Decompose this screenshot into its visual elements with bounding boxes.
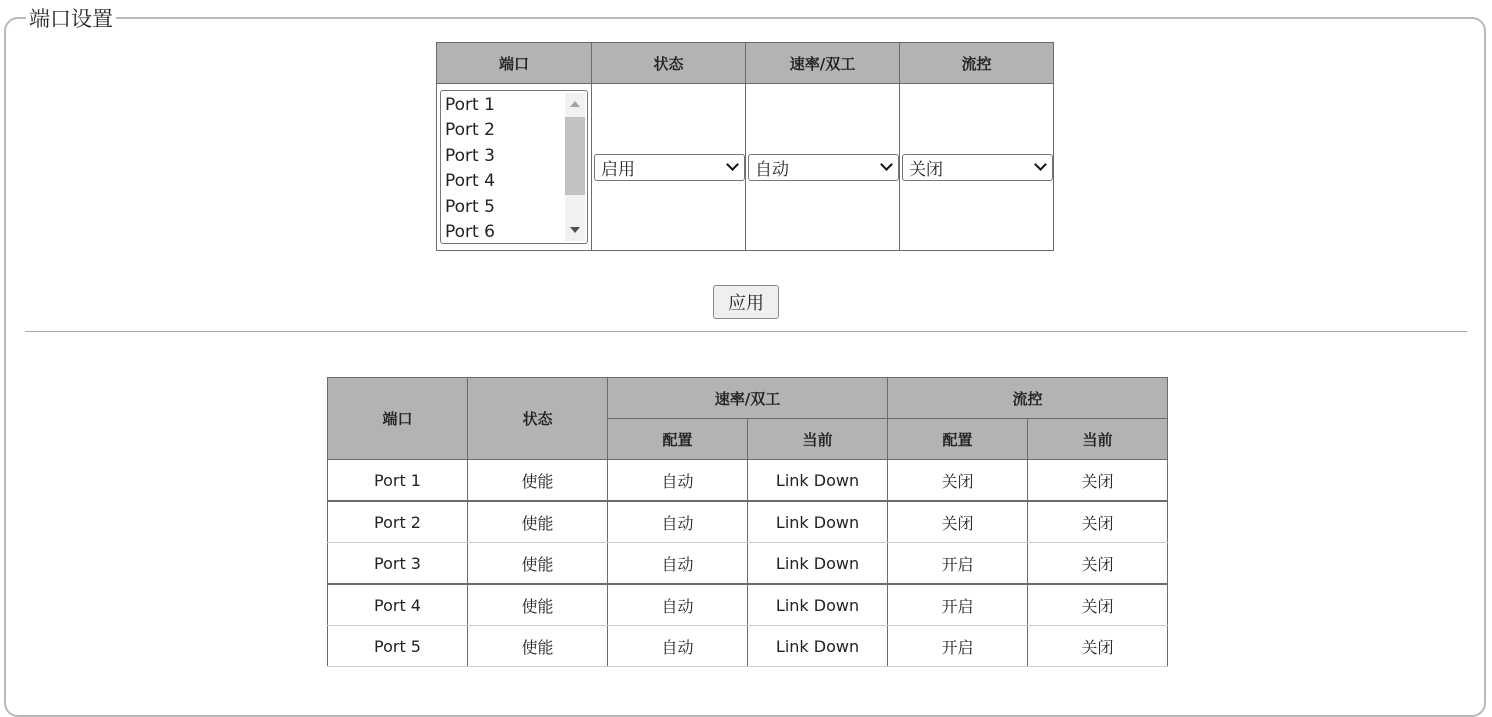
config-header-speed: 速率/双工 (746, 43, 900, 84)
cell-speed-current: Link Down (748, 584, 888, 626)
port-option[interactable]: Port 6 (445, 222, 495, 243)
port-option[interactable]: Port 3 (445, 145, 495, 166)
cell-state: 使能 (468, 460, 608, 502)
cell-state: 使能 (468, 501, 608, 543)
port-option[interactable]: Port 5 (445, 196, 495, 217)
port-listbox[interactable] (440, 90, 588, 244)
config-header-port: 端口 (437, 43, 592, 84)
status-subheader-flow-config: 配置 (888, 419, 1028, 460)
table-row (328, 543, 1168, 585)
scroll-down-arrow-icon[interactable] (570, 227, 580, 233)
flow-select-value: 关闭 (909, 159, 943, 180)
fieldset-legend: 端口设置 (26, 6, 116, 32)
cell-flow-current: 关闭 (1028, 584, 1168, 626)
table-row (328, 501, 1168, 543)
status-header-state: 状态 (468, 378, 608, 460)
listbox-scrollbar[interactable] (565, 93, 585, 241)
chevron-down-icon (880, 158, 893, 171)
scrollbar-thumb[interactable] (565, 117, 585, 195)
status-header-flow: 流控 (888, 378, 1168, 419)
config-state-cell (592, 84, 746, 251)
table-row (328, 460, 1168, 502)
cell-speed-config: 自动 (608, 460, 748, 502)
config-header-flow: 流控 (900, 43, 1054, 84)
table-row (328, 626, 1168, 667)
port-option[interactable]: Port 2 (445, 120, 495, 141)
status-subheader-speed-current: 当前 (748, 419, 888, 460)
cell-speed-config: 自动 (608, 543, 748, 585)
apply-button[interactable]: 应用 (713, 285, 779, 319)
cell-state: 使能 (468, 543, 608, 585)
port-status-table (327, 377, 1168, 667)
cell-flow-current: 关闭 (1028, 460, 1168, 502)
cell-port: Port 1 (328, 460, 468, 502)
cell-flow-config: 开启 (888, 543, 1028, 585)
port-config-table (436, 42, 1054, 251)
cell-speed-config: 自动 (608, 584, 748, 626)
speed-select-value: 自动 (755, 159, 789, 180)
speed-duplex-select[interactable] (748, 154, 899, 181)
cell-flow-config: 关闭 (888, 460, 1028, 502)
cell-speed-current: Link Down (748, 501, 888, 543)
status-header-port: 端口 (328, 378, 468, 460)
port-option[interactable]: Port 1 (445, 95, 495, 115)
chevron-down-icon (1034, 158, 1047, 171)
cell-flow-current: 关闭 (1028, 501, 1168, 543)
config-port-cell (437, 84, 592, 251)
cell-state: 使能 (468, 626, 608, 667)
status-subheader-speed-config: 配置 (608, 419, 748, 460)
state-select[interactable] (594, 154, 745, 181)
cell-state: 使能 (468, 584, 608, 626)
state-select-value: 启用 (601, 159, 635, 180)
cell-speed-config: 自动 (608, 501, 748, 543)
cell-flow-current: 关闭 (1028, 626, 1168, 667)
status-header-speed: 速率/双工 (608, 378, 888, 419)
config-flow-cell (900, 84, 1054, 251)
cell-speed-config: 自动 (608, 626, 748, 667)
cell-speed-current: Link Down (748, 543, 888, 585)
cell-flow-config: 开启 (888, 626, 1028, 667)
cell-port: Port 2 (328, 501, 468, 543)
cell-flow-config: 关闭 (888, 501, 1028, 543)
config-header-state: 状态 (592, 43, 746, 84)
chevron-down-icon (726, 158, 739, 171)
port-option[interactable]: Port 4 (445, 171, 495, 192)
divider (25, 331, 1467, 332)
cell-speed-current: Link Down (748, 626, 888, 667)
cell-speed-current: Link Down (748, 460, 888, 502)
cell-port: Port 5 (328, 626, 468, 667)
flow-control-select[interactable] (902, 154, 1053, 181)
config-speed-cell (746, 84, 900, 251)
table-row (328, 584, 1168, 626)
cell-port: Port 4 (328, 584, 468, 626)
status-subheader-flow-current: 当前 (1028, 419, 1168, 460)
cell-port: Port 3 (328, 543, 468, 585)
cell-flow-current: 关闭 (1028, 543, 1168, 585)
scroll-up-arrow-icon[interactable] (570, 101, 580, 107)
cell-flow-config: 开启 (888, 584, 1028, 626)
